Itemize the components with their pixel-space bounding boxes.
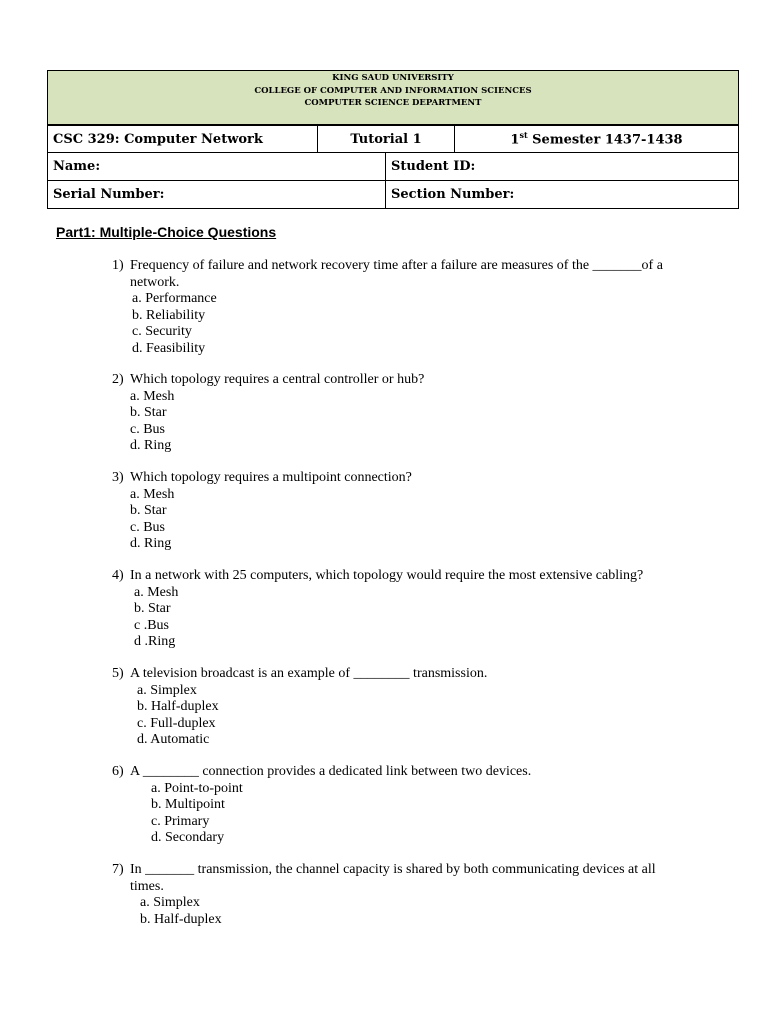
option-c: c. Full-duplex bbox=[137, 715, 216, 731]
option-c: c .Bus bbox=[134, 617, 169, 633]
option-b: b. Half-duplex bbox=[140, 911, 222, 927]
question-text: Which topology requires a central controller or hub? bbox=[130, 372, 425, 387]
tutorial-cell: Tutorial 1 bbox=[318, 126, 455, 153]
section-number-field: Section Number: bbox=[386, 181, 739, 209]
part1-title: Part1: Multiple-Choice Questions bbox=[56, 224, 277, 240]
semester-cell bbox=[455, 126, 739, 153]
question-1 bbox=[112, 258, 663, 357]
question-text: A ________ connection provides a dedicated link between two devices. bbox=[130, 764, 532, 779]
question-number: 3) bbox=[112, 470, 124, 485]
question-text-cont: network. bbox=[130, 274, 180, 290]
option-a: a. Simplex bbox=[140, 895, 200, 910]
option-b: b. Star bbox=[134, 601, 171, 616]
option-d: d. Automatic bbox=[137, 732, 210, 747]
option-b: b. Star bbox=[130, 405, 167, 420]
question-number: 6) bbox=[112, 764, 124, 779]
option-b: b. Star bbox=[130, 503, 167, 518]
department-name: COMPUTER SCIENCE DEPARTMENT bbox=[304, 98, 482, 108]
question-number: 7) bbox=[112, 862, 124, 877]
semester-sup: st bbox=[519, 130, 528, 141]
student-info-table bbox=[47, 152, 739, 209]
name-field: Name: bbox=[48, 153, 386, 181]
option-b: b. Reliability bbox=[132, 307, 206, 323]
option-a: a. Mesh bbox=[134, 584, 179, 600]
course-cell: CSC 329: Computer Network bbox=[48, 126, 318, 153]
semester-rest: Semester 1437-1438 bbox=[527, 132, 683, 148]
question-text: In a network with 25 computers, which topology would require the most extensive cabling? bbox=[130, 568, 644, 583]
student-id-field: Student ID: bbox=[386, 153, 739, 181]
question-number: 2) bbox=[112, 372, 124, 387]
question-6 bbox=[112, 764, 531, 847]
option-b: b. Half-duplex bbox=[137, 699, 219, 714]
option-c: c. Bus bbox=[130, 421, 165, 437]
option-a: a. Performance bbox=[132, 291, 217, 306]
option-a: a. Mesh bbox=[130, 388, 175, 404]
question-text: In _______ transmission, the channel capacity is shared by both communicating devices at all bbox=[130, 862, 656, 877]
option-a: a. Simplex bbox=[137, 682, 197, 698]
college-name: COLLEGE OF COMPUTER AND INFORMATION SCIENCES bbox=[254, 85, 532, 96]
question-text: Frequency of failure and network recovery time after a failure are measures of the _______of a bbox=[130, 258, 663, 273]
option-a: a. Point-to-point bbox=[151, 780, 243, 796]
question-7 bbox=[112, 862, 656, 928]
option-c: c. Security bbox=[132, 324, 192, 339]
question-text: Which topology requires a multipoint connection? bbox=[130, 470, 412, 485]
question-number: 4) bbox=[112, 568, 124, 583]
option-b: b. Multipoint bbox=[151, 797, 225, 812]
option-d: d. Ring bbox=[130, 536, 172, 551]
option-c: c. Primary bbox=[151, 813, 210, 829]
option-d: d .Ring bbox=[134, 634, 176, 649]
document-header bbox=[47, 70, 739, 125]
option-c: c. Bus bbox=[130, 519, 165, 535]
question-number: 5) bbox=[112, 666, 124, 681]
info-table bbox=[47, 125, 739, 153]
option-a: a. Mesh bbox=[130, 486, 175, 502]
question-4 bbox=[112, 568, 643, 651]
question-number: 1) bbox=[112, 258, 124, 273]
question-text: A television broadcast is an example of ________ transmission. bbox=[130, 666, 488, 681]
semester-prefix: 1 bbox=[510, 132, 520, 148]
question-3 bbox=[112, 470, 412, 553]
option-d: d. Secondary bbox=[151, 830, 225, 845]
option-d: d. Feasibility bbox=[132, 340, 206, 356]
option-d: d. Ring bbox=[130, 438, 172, 453]
question-2 bbox=[112, 372, 424, 455]
university-name: KING SAUD UNIVERSITY bbox=[332, 73, 454, 83]
question-text-cont: times. bbox=[130, 878, 164, 894]
question-5 bbox=[112, 666, 487, 749]
serial-number-field: Serial Number: bbox=[48, 181, 386, 209]
